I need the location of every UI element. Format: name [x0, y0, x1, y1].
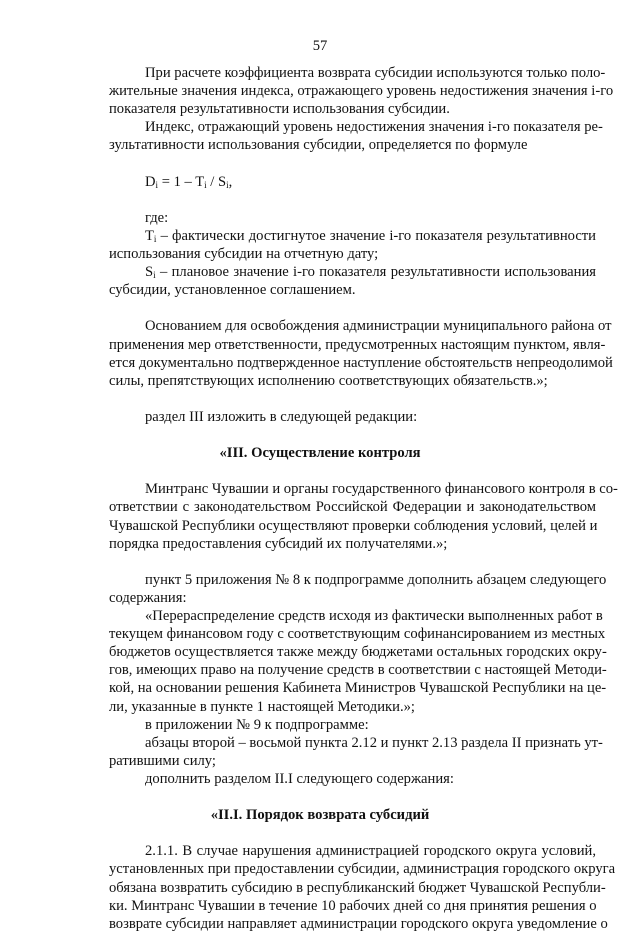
- text-line: Основанием для освобождения администрации муниципального района от: [145, 318, 612, 335]
- text-line: «Перераспределение средств исходя из фактически выполненных работ в: [145, 608, 603, 624]
- text-line: установленных при предоставлении субсидии, администрация городского округа: [109, 861, 616, 878]
- text-line: силы, препятствующих исполнению соответствующих обязательств.»;: [109, 372, 548, 389]
- text-line: применения мер ответственности, предусмотренных настоящим пунктом, явля-: [109, 336, 606, 353]
- text-line: возврате субсидии направляет администрации городского округа уведомление о: [109, 915, 608, 932]
- section-heading: «II.I. Порядок возврата субсидий: [210, 807, 430, 824]
- text-line: порядка предоставления субсидий их получателями.»;: [109, 535, 448, 552]
- text-line: $S_i$ – плановое значение i-го показателя результативности использования: [145, 264, 596, 281]
- text-line: При расчете коэффициента возврата субсидии используются только поло-: [145, 65, 606, 81]
- text-line: Минтранс Чувашии и органы государственного финансового контроля в со-: [145, 481, 618, 498]
- text-line: в приложении № 9 к подпрограмме:: [145, 716, 369, 733]
- text-line: зультативности использования субсидии, определяется по формуле: [109, 137, 528, 154]
- text-line: ли, указанные в пункте 1 настоящей Методики.»;: [109, 698, 415, 715]
- text-line: гов, имеющих право на получение средств в соответствии с настоящей Методи-: [109, 662, 607, 679]
- text-line: где:: [145, 209, 169, 226]
- text-line: $T_i$ – фактически достигнутое значение i-го показателя результативности: [145, 227, 596, 244]
- text-line: пункт 5 приложения № 8 к подпрограмме дополнить абзацем следующего: [145, 571, 607, 588]
- text-line: Чувашской Республики осуществляют проверки соблюдения условий, целей и: [109, 517, 598, 534]
- text-line: содержания:: [109, 589, 187, 606]
- text-line: $D_i = 1 - T_i / S_i$,: [145, 173, 233, 190]
- text-line: текущем финансовом году с соответствующим софинансированием из местных: [109, 626, 606, 643]
- text-line: использования субсидии на отчетную дату;: [109, 246, 379, 262]
- text-line: бюджетов осуществляется также между бюджетами остальных городских окру-: [109, 644, 607, 661]
- text-line: кой, на основании решения Кабинета Министров Чувашской Республики на це-: [109, 680, 607, 697]
- text-line: дополнить разделом II.I следующего содержания:: [145, 770, 454, 787]
- text-line: абзацы второй – восьмой пункта 2.12 и пункт 2.13 раздела II признать ут-: [145, 734, 603, 751]
- text-line: показателя результативности использования субсидии.: [109, 101, 450, 118]
- text-line: Индекс, отражающий уровень недостижения значения i-го показателя ре-: [145, 119, 603, 136]
- text-line: ответствии с законодательством Российской Федерации и законодательством: [109, 499, 596, 516]
- section-heading: «III. Осуществление контроля: [219, 445, 421, 462]
- text-line: раздел III изложить в следующей редакции:: [145, 408, 418, 425]
- text-line: жительные значения индекса, отражающего уровень недостижения значения i-го: [109, 83, 614, 100]
- text-line: ратившими силу;: [109, 752, 216, 769]
- text-line: 2.1.1. В случае нарушения администрацией городского округа условий,: [145, 843, 596, 860]
- text-line: ется документально подтвержденное наступление обстоятельств непреодолимой: [109, 354, 613, 371]
- text-line: субсидии, установленное соглашением.: [109, 282, 356, 299]
- text-line: ки. Минтранс Чувашии в течение 10 рабочих дней со дня принятия решения о: [109, 897, 597, 914]
- text-line: обязана возвратить субсидию в республиканский бюджет Чувашской Республи-: [109, 879, 606, 896]
- page-number: 57: [312, 38, 328, 54]
